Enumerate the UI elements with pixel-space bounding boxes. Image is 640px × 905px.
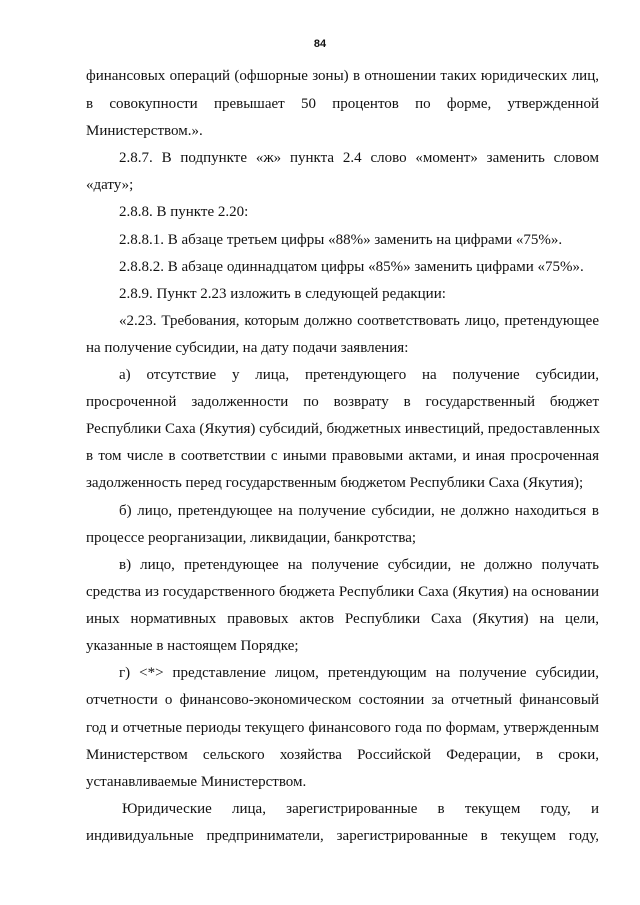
text-line: отчетности о финансово-экономическом состоянии за отчетный финансовый (86, 692, 599, 708)
text-line: 2.8.8. В пункте 2.20: (119, 204, 249, 220)
text-line: задолженность перед государственным бюджетом Республики Саха (Якутия); (86, 475, 584, 491)
text-line: Юридические лица, зарегистрированные в текущем году, и (122, 801, 599, 817)
text-line: 2.8.9. Пункт 2.23 изложить в следующей редакции: (119, 286, 446, 302)
text-line: в совокупности превышает 50 процентов по форме, утвержденной (86, 96, 599, 112)
text-line: Республики Саха (Якутия) субсидий, бюджетных инвестиций, предоставленных (86, 421, 600, 437)
text-line: указанные в настоящем Порядке; (86, 638, 299, 654)
page-number: 84 (313, 38, 327, 50)
text-line: Министерством сельского хозяйства Российской Федерации, в сроки, (86, 747, 599, 763)
text-line: «дату»; (86, 177, 134, 193)
text-line: в) лицо, претендующее на получение субсидии, не должно получать (119, 557, 599, 573)
text-line: б) лицо, претендующее на получение субсидии, не должно находиться в (119, 503, 599, 519)
text-line: финансовых операций (офшорные зоны) в отношении таких юридических лиц, (86, 68, 599, 84)
text-line: «2.23. Требования, которым должно соответствовать лицо, претендующее (119, 313, 599, 329)
text-line: устанавливаемые Министерством. (86, 774, 307, 790)
text-line: индивидуальные предприниматели, зарегистрированные в текущем году, (86, 828, 599, 844)
text-line: иных нормативных правовых актов Республики Саха (Якутия) на цели, (86, 611, 599, 627)
text-line: г) <*> представление лицом, претендующим на получение субсидии, (119, 665, 599, 681)
text-line: 2.8.8.1. В абзаце третьем цифры «88%» заменить на цифрами «75%». (119, 232, 563, 248)
text-line: а) отсутствие у лица, претендующего на получение субсидии, (119, 367, 599, 383)
text-line: 2.8.8.2. В абзаце одиннадцатом цифры «85%» заменить цифрами «75%». (119, 259, 584, 275)
text-line: в том числе в соответствии с иными правовыми актами, и иная просроченная (86, 448, 599, 464)
text-line: просроченной задолженности по возврату в государственный бюджет (86, 394, 599, 410)
text-line: 2.8.7. В подпункте «ж» пункта 2.4 слово «момент» заменить словом (119, 150, 599, 166)
text-line: Министерством.». (86, 123, 203, 139)
text-line: средства из государственного бюджета Республики Саха (Якутия) на основании (86, 584, 599, 600)
text-line: год и отчетные периоды текущего финансового года по формам, утвержденным (86, 720, 599, 736)
text-line: на получение субсидии, на дату подачи заявления: (86, 340, 409, 356)
text-line: процессе реорганизации, ликвидации, банкротства; (86, 530, 417, 546)
